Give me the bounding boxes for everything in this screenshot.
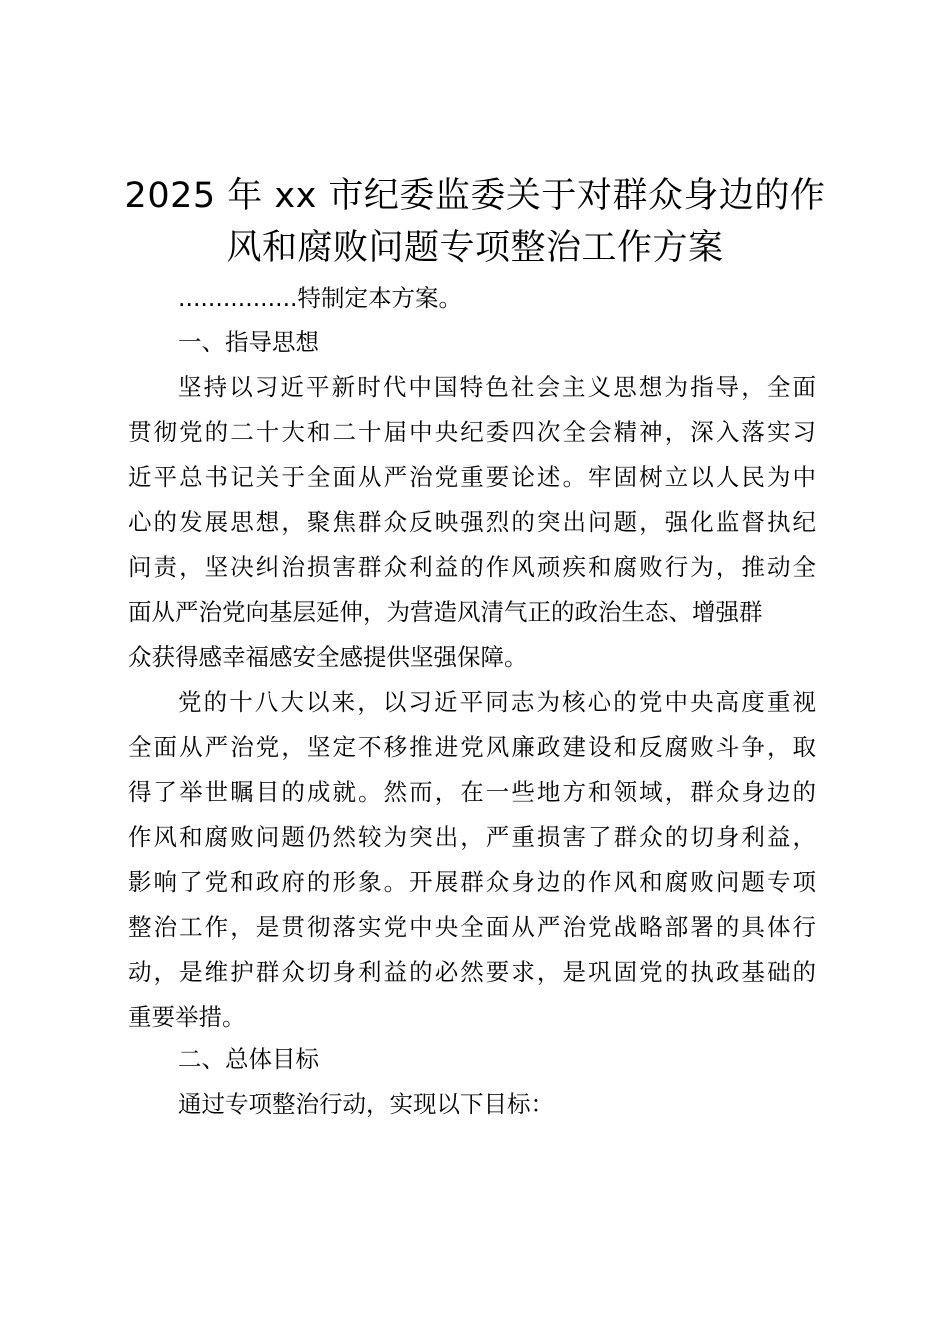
paragraph-2-line-7: 动，是维护群众切身利益的必然要求，是巩固党的执政基础的 [128, 958, 816, 986]
document-title-line-2: 风和腐败问题专项整治工作方案 [226, 228, 724, 268]
paragraph-2-line-4: 作风和腐败问题仍然较为突出，严重损害了群众的切身利益， [128, 823, 816, 851]
paragraph-2-line-1: 党的十八大以来，以习近平同志为核心的党中央高度重视 [178, 688, 816, 716]
section-heading-2: 二、总体目标 [178, 1045, 319, 1073]
paragraph-2-line-2: 全面从严治党，坚定不移推进党风廉政建设和反腐败斗争，取 [128, 733, 816, 761]
paragraph-2-line-3: 得了举世瞩目的成就。然而，在一些地方和领域，群众身边的 [128, 778, 816, 806]
paragraph-1-line-5: 问责，坚决纠治损害群众利益的作风顽疾和腐败行为，推动全 [128, 553, 816, 581]
paragraph-1-line-6: 面从严治党向基层延伸，为营造风清气正的政治生态、增强群 [128, 598, 763, 626]
paragraph-1-line-2: 贯彻党的二十大和二十届中央纪委四次全会精神，深入落实习 [128, 418, 816, 446]
paragraph-1-line-1: 坚持以习近平新时代中国特色社会主义思想为指导，全面 [178, 373, 816, 401]
paragraph-2-line-6: 整治工作，是贯彻落实党中央全面从严治党战略部署的具体行 [128, 913, 816, 941]
section-heading-1: 一、指导思想 [178, 328, 319, 356]
paragraph-1-line-4: 心的发展思想，聚焦群众反映强烈的突出问题，强化监督执纪 [128, 508, 816, 536]
intro-text: ................特制定本方案。 [178, 284, 463, 312]
paragraph-2-line-5: 影响了党和政府的形象。开展群众身边的作风和腐败问题专项 [128, 868, 816, 896]
document-title-line-1: 2025 年 xx 市纪委监委关于对群众身边的作 [124, 176, 826, 216]
paragraph-3-line-1: 通过专项整治行动，实现以下目标： [178, 1090, 554, 1118]
paragraph-1-line-3: 近平总书记关于全面从严治党重要论述。牢固树立以人民为中 [128, 463, 816, 491]
paragraph-2-line-8: 重要举措。 [128, 1003, 246, 1031]
paragraph-1-line-7: 众获得感幸福感安全感提供坚强保障。 [128, 643, 528, 671]
